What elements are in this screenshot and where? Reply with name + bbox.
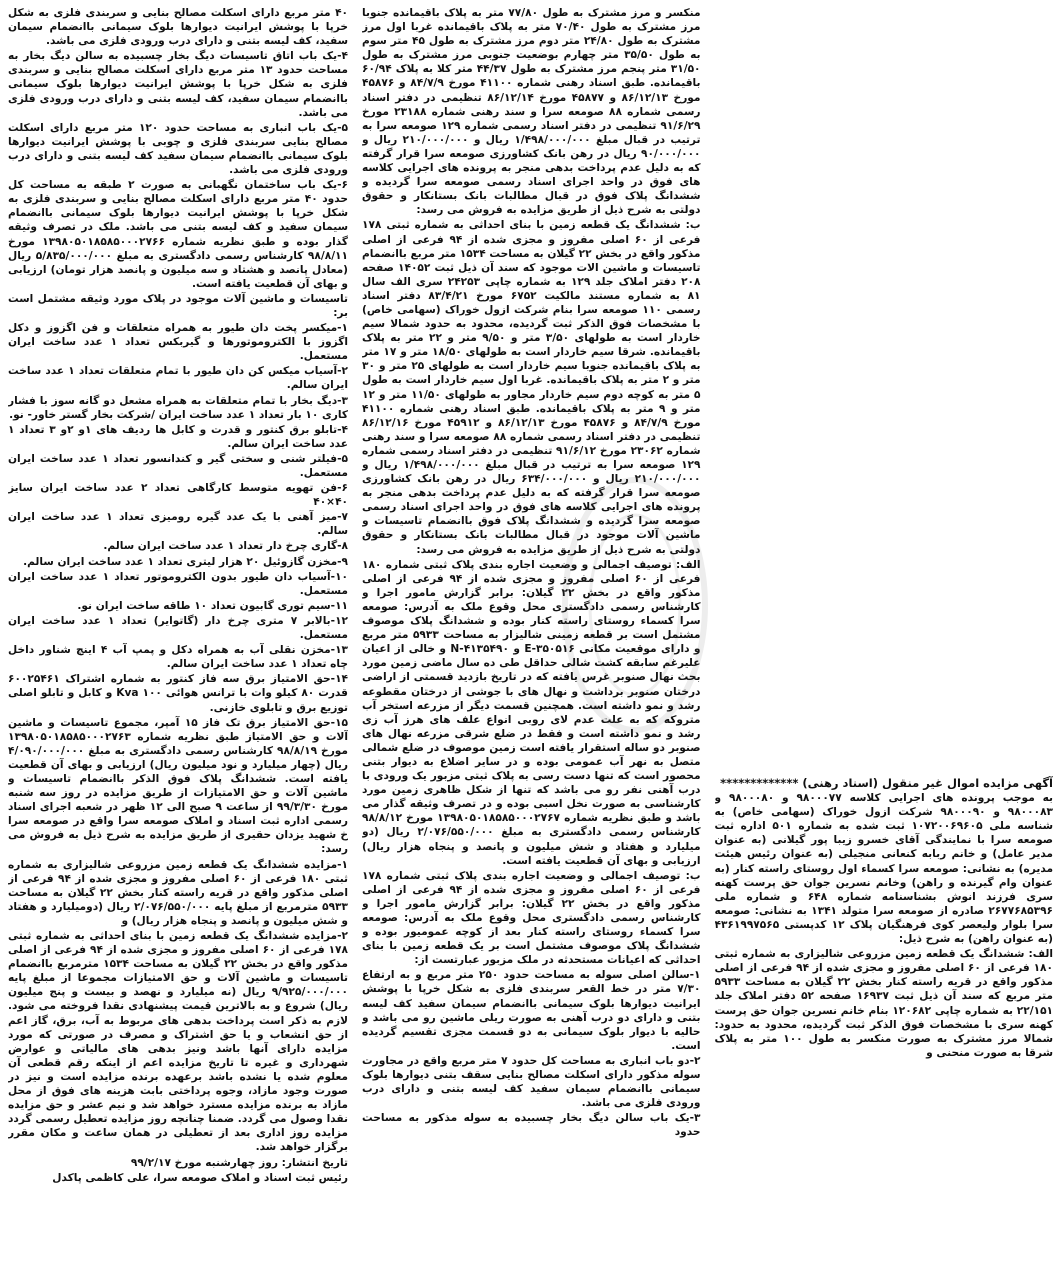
column-left-paragraph: ۷-میز آهنی با یک عدد گیره رومیزی تعداد ۱ عدد ساخت ایران سالم. xyxy=(8,511,348,538)
column-left-paragraph: ۱۰-آسیاب دان طیور بدون الکتروموتور تعداد ۱ عدد ساخت ایران مستعمل. xyxy=(8,570,348,597)
signature-line: رئیس ثبت اسناد و املاک صومعه سرا، علی کاظمی پاکدل xyxy=(52,1171,348,1184)
column-middle-paragraph: ب: ششدانگ یک قطعه زمین با بنای احداثی به شماره ثبتی ۱۷۸ فرعی از ۶۰ اصلی مفروز و مجزی شده از ۹۴ فرعی از اصلی مذکور واقع در بخش ۲۲ گیلان به مساحت ۱۵۳۴ متر مربع باانضمام تاسیسات و ماشین الات موجود که سند آن ذیل ثبت ۱۴۰۵۲ صفحه ۲۰۸ دفتر املاک جلد ۱۲۹ به شماره چاپی ۲۴۲۵۳ سری الف سال ۸۱ به شماره مستند مالکیت ۶۷۵۲ مورخ ۸۳/۴/۲۱ دفتر اسناد رسمی ۱۱۰ صومعه سرا بنام شرکت ازول خوراک (سهامی خاص) با مشخصات فوق الذکر ثبت گردیده، محدود به حدود شمالا سیم خاردار است به طولهای ۳/۵۰ متر و ۹/۵۰ متر و ۲۲ متر به پلاک باقیمانده. شرقا سیم خاردار است به طولهای ۱۸/۵۰ متر و ۱۷ متر به پلاک باقیمانده جنوبا سیم خاردار است به طولهای ۲۵ متر و ۳۰ متر و ۲ متر به پلاک باقیمانده. غربا اول سیم خاردار است به طول ۵ متر به کوچه دوم سیم خاردار مجاور به طولهای ۱۱/۵۰ متر و ۱۲ متر و ۹ متر به پلاک باقیمانده. طبق اسناد رهنی شماره ۴۱۱۰۰ مورخ ۸۴/۷/۹ و ۴۵۸۷۶ مورخ ۸۶/۱۲/۱۳ و ۴۵۹۱۲ مورخ ۸۶/۱۲/۱۶ تنظیمی در دفتر اسناد رسمی شماره ۸۸ صومعه سرا و سند رهنی شماره ۲۳۰۶۲ مورخ ۹۱/۶/۱۲ تنظیمی در دفتر اسناد رسمی شماره ۱۲۹ صومعه سرا به ترتیب در قبال مبلغ ۱/۴۹۸/۰۰۰/۰۰۰ ریال و ۲۱۰/۰۰۰/۰۰۰ ریال و ۶۳۴/۰۰۰/۰۰۰ ریال در رهن بانک کشاورزی صومعه سرا قرار گرفته که به دلیل عدم پرداخت بدهی منجر به پرونده های اجرایی کلاسه های فوق در واحد اجرای اسناد رسمی صومعه سرا گردیده و ششدانگ پلاک فوق باانضمام تاسیسات و ماشین آلات موجود در قبال مطالبات بانک بستانکار و حقوق دولتی به شرح ذیل از طریق مزایده به فروش می رسد: xyxy=(362,219,701,556)
ad-title-text: آگهی مزایده اموال غیر منقول (اسناد رهنی) xyxy=(802,776,1053,790)
column-right-body xyxy=(715,791,1054,1061)
column-left-paragraph: ۱۳-مخزن نقلی آب به همراه دکل و پمپ آب ۴ اینچ شناور داخل چاه تعداد ۱ عدد ساخت ایران سالم. xyxy=(8,644,348,671)
column-left-paragraph: ۸-گاری چرخ دار تعداد ۱ عدد ساخت ایران سالم. xyxy=(103,540,348,553)
column-middle-paragraph: ۳-یک باب سالن دیگ بخار چسبیده به سوله مذکور به مساحت حدود xyxy=(362,1112,701,1139)
column-left-body xyxy=(8,6,348,1155)
column-left-paragraph: تاسیسات و ماشین آلات موجود در پلاک مورد وثیقه مشتمل است بر: xyxy=(8,292,348,319)
column-left-paragraph: ۴-تابلو برق کنتور و قدرت و کابل ها ردیف های ۱و ۲و ۳ تعداد ۱ عدد ساخت ایران سالم. xyxy=(8,423,348,450)
column-left xyxy=(8,6,348,1274)
column-left-paragraph: ۲-آسیاب میکس کن دان طیور با تمام متعلقات تعداد ۱ عدد ساخت ایران سالم. xyxy=(8,365,348,392)
column-left-paragraph: ۳-دیگ بخار با تمام متعلقات به همراه مشعل دو گانه سوز با فشار کاری ۱۰ بار تعداد ۱ عدد ساخت ایران /شرکت بخار گستر خاور- نو. xyxy=(8,394,348,421)
ad-title xyxy=(715,776,1054,790)
column-left-paragraph: ۱-میکسر پخت دان طیور به همراه متعلقات و فن اگزوز و دکل اگزوز با الکتروموتورها و گیربکس تعداد ۱ عدد ساخت ایران مستعمل. xyxy=(8,322,348,363)
column-left-paragraph: ۲-مزایده ششدانگ یک قطعه زمین با بنای احداثی به شماره ثبتی ۱۷۸ فرعی از ۶۰ اصلی مفروز و مجزی شده از ۹۴ فرعی از اصلی مذکور واقع در بخش ۲۲ گیلان به مساحت ۱۵۳۴ مترمربع باانضمام تاسیسات و ماشین آلات و حق الامتیازات مجموعا از مبلغ پایه ۹/۹۲۵/۰۰۰/۰۰۰ ریال (نه میلیارد و نهصد و بیست و پنج میلیون ریال) شروع و به بالاترین قیمت پیشنهادی نقدا فروخته می شود. لازم به ذکر است پرداخت بدهی های مربوط به آب، برق، گاز اعم از حق انشعاب و یا حق اشتراک و مصرف در صورتی که مورد مزایده دارای آنها باشد ونیز بدهی های مالیاتی و عوارض شهرداری و غیره تا تاریخ مزایده اعم از اینکه رقم قطعی آن معلوم شده یا نشده باشد برعهده برنده مزایده است و نیز در صورت وجود مازاد، وجوه پرداختی بابت هزینه های فوق از محل مازاد به برنده مزایده مسترد خواهد شد و نیم عشر و حق مزایده نقدا وصول می گردد. ضمنا چنانچه روز مزایده تعطیل رسمی گردد مزایده روز اداری بعد از تعطیلی در همان ساعت و مکان مقرر برگزار خواهد شد. xyxy=(8,930,348,1154)
column-middle xyxy=(362,6,701,1274)
column-left-paragraph: ۱۴-حق الامتیاز برق سه فاز کنتور به شماره اشتراک ۶۰۰۲۵۴۶۱ قدرت ۸۰ کیلو وات با ترانس هوائی ۱۰۰ Kva و کابل و تابلو اصلی توزیع برق و تابلوی خازنی. xyxy=(8,673,348,714)
column-left-paragraph: ۶-فن تهویه متوسط کارگاهی تعداد ۲ عدد ساخت ایران سایز ۴۰×۴۰ xyxy=(8,482,348,509)
column-middle-paragraph: ۱-سالن اصلی سوله به مساحت حدود ۲۵۰ متر مربع و به ارتفاع ۷/۳۰ متر در خط القعر سربندی فلزی به شکل خرپا با پوشش ایرانیت دیوارها بلوک سیمانی باانضمام سیمان سفید کف لیسه بتنی و دارای دو درب آهنی به صورت ریلی ماشین رو می باشد و حالیه با دیوار بلوک سیمانی به دو قسمت مجزی تقسیم گردیده است. xyxy=(362,969,701,1052)
column-left-paragraph: ۵-فیلتر شنی و سختی گیر و کندانسور تعداد ۱ عدد ساخت ایران مستعمل. xyxy=(8,452,348,479)
column-left-paragraph: ۶-یک باب ساختمان نگهبانی به صورت ۲ طبقه به مساحت کل حدود ۴۰ متر مربع دارای اسکلت مصالح بنایی و سربندی فلزی به شکل خرپا با پوشش ایرانیت دیوارها بلوک سیمانی باانضمام سیمان سفید و کف لیسه بتنی می باشد. ملک در تصرف وثیقه گذار بوده و طبق نظریه شماره ۱۳۹۸۰۵۰۱۸۵۸۵۰۰۰۲۷۶۶ مورخ ۹۸/۸/۱۱ کارشناس رسمی دادگستری به مبلغ ۵/۸۳۵/۰۰۰/۰۰۰ ریال (معادل پانصد و هشتاد و سه میلیون و پانصد هزار تومان) ارزیابی و بهای آن قطعیت یافته است. xyxy=(8,179,348,290)
column-left-paragraph: ۴-یک باب اتاق تاسیسات دیگ بخار چسبیده به سالن دیگ بخار به مساحت حدود ۱۳ متر مربع دارای اسکلت مصالح بنایی و سربندی فلزی به شکل خرپا با پوشش ایرانیت دیوارها بلوک سیمانی باانضمام سیمان سفید، کف لیسه بتنی و دارای درب ورودی فلزی می باشد. xyxy=(8,50,348,119)
column-right xyxy=(715,6,1054,1274)
column-left-paragraph: ۱۵-حق الامتیاز برق تک فاز ۱۵ آمپر، مجموع تاسیسات و ماشین آلات و حق الامتیاز طبق نظریه شماره ۱۳۹۸۰۵۰۱۸۵۸۵۰۰۰۲۷۶۳ مورخ ۹۸/۸/۱۹ کارشناس رسمی دادگستری به مبلغ ۴/۰۹۰/۰۰۰/۰۰۰ ریال (چهار میلیارد و نود میلیون ریال) ارزیابی و بهای آن قطعیت یافته است. ششدانگ پلاک فوق الذکر باانضمام تاسیسات و ماشین آلات و حق الامتیازات از طریق مزایده در روز سه شنبه مورخ ۹۹/۳/۳۰ از ساعت ۹ صبح الی ۱۲ ظهر در شعبه اجرای اسناد رسمی اداره ثبت اسناد و املاک صومعه سرا واقع در صومعه سرا خ شهید یزدان حقیری از طریق مزایده به شرح ذیل به فروش می رسد: xyxy=(8,716,348,856)
column-left-paragraph: ۹-مخزن گازوئیل ۲۰ هزار لیتری تعداد ۱ عدد ساخت ایران سالم. xyxy=(23,555,348,568)
column-left-paragraph: ۱۲-بالابر ۷ متری چرخ دار (گاتوایر) تعداد ۱ عدد ساخت ایران مستعمل. xyxy=(8,614,348,642)
column-left-paragraph: ۱۱-سیم توری گابیون تعداد ۱۰ طاقه ساخت ایران نو. xyxy=(77,599,348,612)
column-middle-paragraph: منکسر و مرز مشترک به طول ۷۷/۸۰ متر به پلاک باقیمانده جنوبا مرز مشترک به طول ۷۰/۴۰ متر به پلاک باقیمانده غربا اول مرز مشترک به طول ۲۴/۸۰ متر دوم مرز مشترک به طول ۴۵ متر سوم به طول ۳۵/۵۰ متر چهارم بوضعیت جنوبی مرز مشترک به طول ۳۱/۵۰ متر پنجم مرز مشترک به طول ۴۴/۳۷ متر کلا به پلاک ۶۰/۹۴ باقیمانده. طبق اسناد رهنی شماره ۴۱۱۰۰ مورخ ۸۴/۷/۹ و ۴۵۸۷۶ مورخ ۸۶/۱۲/۱۳ و ۴۵۸۷۷ مورخ ۸۶/۱۲/۱۴ تنظیمی در دفتر اسناد رسمی شماره ۸۸ صومعه سرا و سند رهنی شماره ۲۳۱۸۸ مورخ ۹۱/۶/۲۹ تنظیمی در دفتر اسناد رسمی شماره ۱۲۹ صومعه سرا به ترتیب در قبال مبلغ ۱/۴۹۸/۰۰۰/۰۰۰ ریال و ۲۱۰/۰۰۰/۰۰۰ ریال و ۹۰/۰۰۰/۰۰۰ ریال در رهن بانک کشاورزی صومعه سرا قرار گرفته که به دلیل عدم پرداخت بدهی منجر به پرونده های اجرایی کلاسه های فوق در واحد اجرای اسناد رسمی صومعه سرا گردیده و ششدانگ پلاک فوق در قبال مطالبات بانک بستانکار و حقوق دولتی به شرح ذیل از طریق مزایده به فروش می رسد: xyxy=(362,7,701,217)
publish-date: تاریخ انتشار: روز چهارشنبه مورخ ۹۹/۲/۱۷ xyxy=(130,1156,348,1169)
column-right-paragraph: به موجب پرونده های اجرایی کلاسه ۹۸۰۰۰۷۷ و ۹۸۰۰۰۸۰ و ۹۸۰۰۰۸۳ و ۹۸۰۰۰۹۰ شرکت ازول خوراک (سهامی خاص) به شناسه ملی ۱۰۷۲۰۰۶۹۶۰۵ ثبت شده به شماره ۵۰۱ اداره ثبت صومعه سرا با نمایندگی آقای خسرو زیبا پور گیلانی (به عنوان مدیر عامل) و خانم ربابه کنعانی منجیلی (به عنوان رئیس هیئت مدیره) به نشانی: صومعه سرا کسماء اول روستای راسته کنار (به عنوان وام گیرنده و راهن) وخانم نسرین جوان حق پرست کهنه سری فرزند انوش بشناسنامه شماره ۶۴۸ و شماره ملی ۲۶۷۷۶۸۵۳۹۶ صادره از صومعه سرا متولد ۱۳۴۱ به نشانی: صومعه سرا بلوار ولیعصر کوی فرهنگیان پلاک ۱۲ کدپستی ۴۳۶۱۹۹۷۵۶۵ (به عنوان راهن) به شرح ذیل: xyxy=(714,792,1053,946)
column-spacer xyxy=(715,6,1054,776)
column-left-paragraph: ۴۰ متر مربع دارای اسکلت مصالح بنایی و سربندی فلزی به شکل خرپا با پوشش ایرانیت دیوارها بلوک سیمانی باانضمام سیمان سفید، کف لیسه بتنی و دارای درب ورودی فلزی می باشد. xyxy=(8,7,348,48)
column-left-paragraph: ۱-مزایده ششدانگ یک قطعه زمین مزروعی شالیزاری به شماره ثبتی ۱۸۰ فرعی از ۶۰ اصلی مفروز و مجزی شده از ۹۴ فرعی از اصلی مذکور واقع در قریه راسته کنار بخش ۲۲ گیلان به مساحت ۵۹۳۳ مترمربع از مبلغ پایه ۲/۰۷۶/۵۵۰/۰۰۰ ریال (دومیلیارد و هفتاد و شش میلیون و پانصد و پنجاه هزار ریال) و xyxy=(8,858,348,927)
column-right-paragraph: الف: ششدانگ یک قطعه زمین مزروعی شالیزاری به شماره ثبتی ۱۸۰ فرعی از ۶۰ اصلی مفروز و مجزی شده از ۹۴ فرعی از اصلی مذکور واقع در قریه راسته کنار بخش ۲۲ گیلان به مساحت ۵۹۳۳ متر مربع که سند آن ذیل ثبت ۱۶۹۳۷ صفحه ۵۲ دفتر املاک جلد ۲۲/۱۵۱ به شماره چاپی ۱۲۰۶۸۲ بنام خانم نسرین جوان حق پرست کهنه سری با مشخصات فوق الذکر ثبت گردیده، محدود به حدود: شمالا مرز مشترک به صورت منکسر به طول ۱۰۰ متر به پلاک شرقا به صورت منحنی و xyxy=(714,948,1053,1059)
column-left-paragraph: ۵-یک باب انباری به مساحت حدود ۱۲۰ متر مربع دارای اسکلت مصالح بنایی سربندی فلزی و چوبی با پوشش ایرانیت دیوارها بلوک سیمانی باانضمام سیمان سفید کف لیسه بتنی و دارای درب ورودی فلزی می باشد. xyxy=(8,121,348,177)
column-middle-body xyxy=(362,6,701,1140)
ad-title-stars: ************* xyxy=(720,776,799,790)
column-middle-paragraph: ب: توصیف اجمالی و وضعیت اجاره بندی پلاک ثبتی شماره ۱۷۸ فرعی از ۶۰ اصلی مفروز و مجزی شده از ۹۴ فرعی از اصلی مذکور واقع در بخش ۲۲ گیلان: برابر گزارش مامور اجرا و کارشناس رسمی دادگستری محل وقوع ملک به آدرس: صومعه سرا کسماء روستای راسته کنار بعد از کوچه عمومیور بوده و ششدانگ پلاک موصوف مشتمل است بر یک قطعه زمین با بنای احداثی که اعیانات مستحدثه در ملک مزبور عبارتست از: xyxy=(362,869,701,967)
column-middle-paragraph: ۲-دو باب انباری به مساحت کل حدود ۷ متر مربع واقع در مجاورت سوله مذکور دارای اسکلت مصالح بنایی سقف بتنی دیوارها بلوک سیمانی باانضمام سیمان سفید کف لیسه بتنی و دارای درب ورودی فلزی می باشد. xyxy=(362,1054,701,1110)
column-middle-paragraph: الف: توصیف اجمالی و وضعیت اجاره بندی پلاک ثبتی شماره ۱۸۰ فرعی از ۶۰ اصلی مفروز و مجزی شده از ۹۴ فرعی از اصلی مذکور واقع در بخش ۲۲ گیلان: برابر گزارش مامور اجرا و کارشناس رسمی دادگستری محل وقوع ملک به آدرس: صومعه سرا کسماء روستای راسته کنار بوده و ششدانگ پلاک موصوف مشتمل است بر قطعه زمینی شالیزار به مساحت ۵۹۳۳ متر مربع و دارای موقعیت مکانی ۳۵۰۵۱۶-E و ۴۱۳۵۴۹۰-N و خالی از اعیان علیرغم سابقه کشت شالی حداقل طی ده سال ماضی زمین مورد بحث نهال صنوبر غرس یافته که در تاریخ بازدید قسمتی از اراضی درختان صنوبر برداشت و نهال های با جوشی از درختان مقطوعه رشد و نمو داشته است. همچنین قسمت دیگر از مزرعه استخر آب متروکه که به علت عدم لای روبی انواع علف های هرز آب زی رشد و نمو داشته است و فقط در ضلع شرقی مزرعه نهال های صنوبر دو ساله استقرار یافته است زمین موصوف در ضلع شمالی متصل به نهر آب عمومی بوده و در سایر اضلاع به دیوار بتنی محصور است که تنها دست رسی به پلاک ثبتی مزبور یک ورودی با درب آهنی نفر رو می باشد که تنها از شکل ظاهری زمین مورد کارشناسی به صورت نخل اسبی بوده و در تصرف وثیقه گذار می باشد و طبق نظریه شماره ۱۳۹۸۰۵۰۱۸۵۸۵۰۰۰۲۷۶۷ مورخ ۹۸/۸/۱۲ کارشناس رسمی دادگستری به مبلغ ۲/۰۷۶/۵۵۰/۰۰۰ ریال (دو میلیارد و هفتاد و شش میلیون و پانصد و پنجاه هزار ریال) ارزیابی و بهای آن قطعیت یافته است. xyxy=(362,558,701,867)
